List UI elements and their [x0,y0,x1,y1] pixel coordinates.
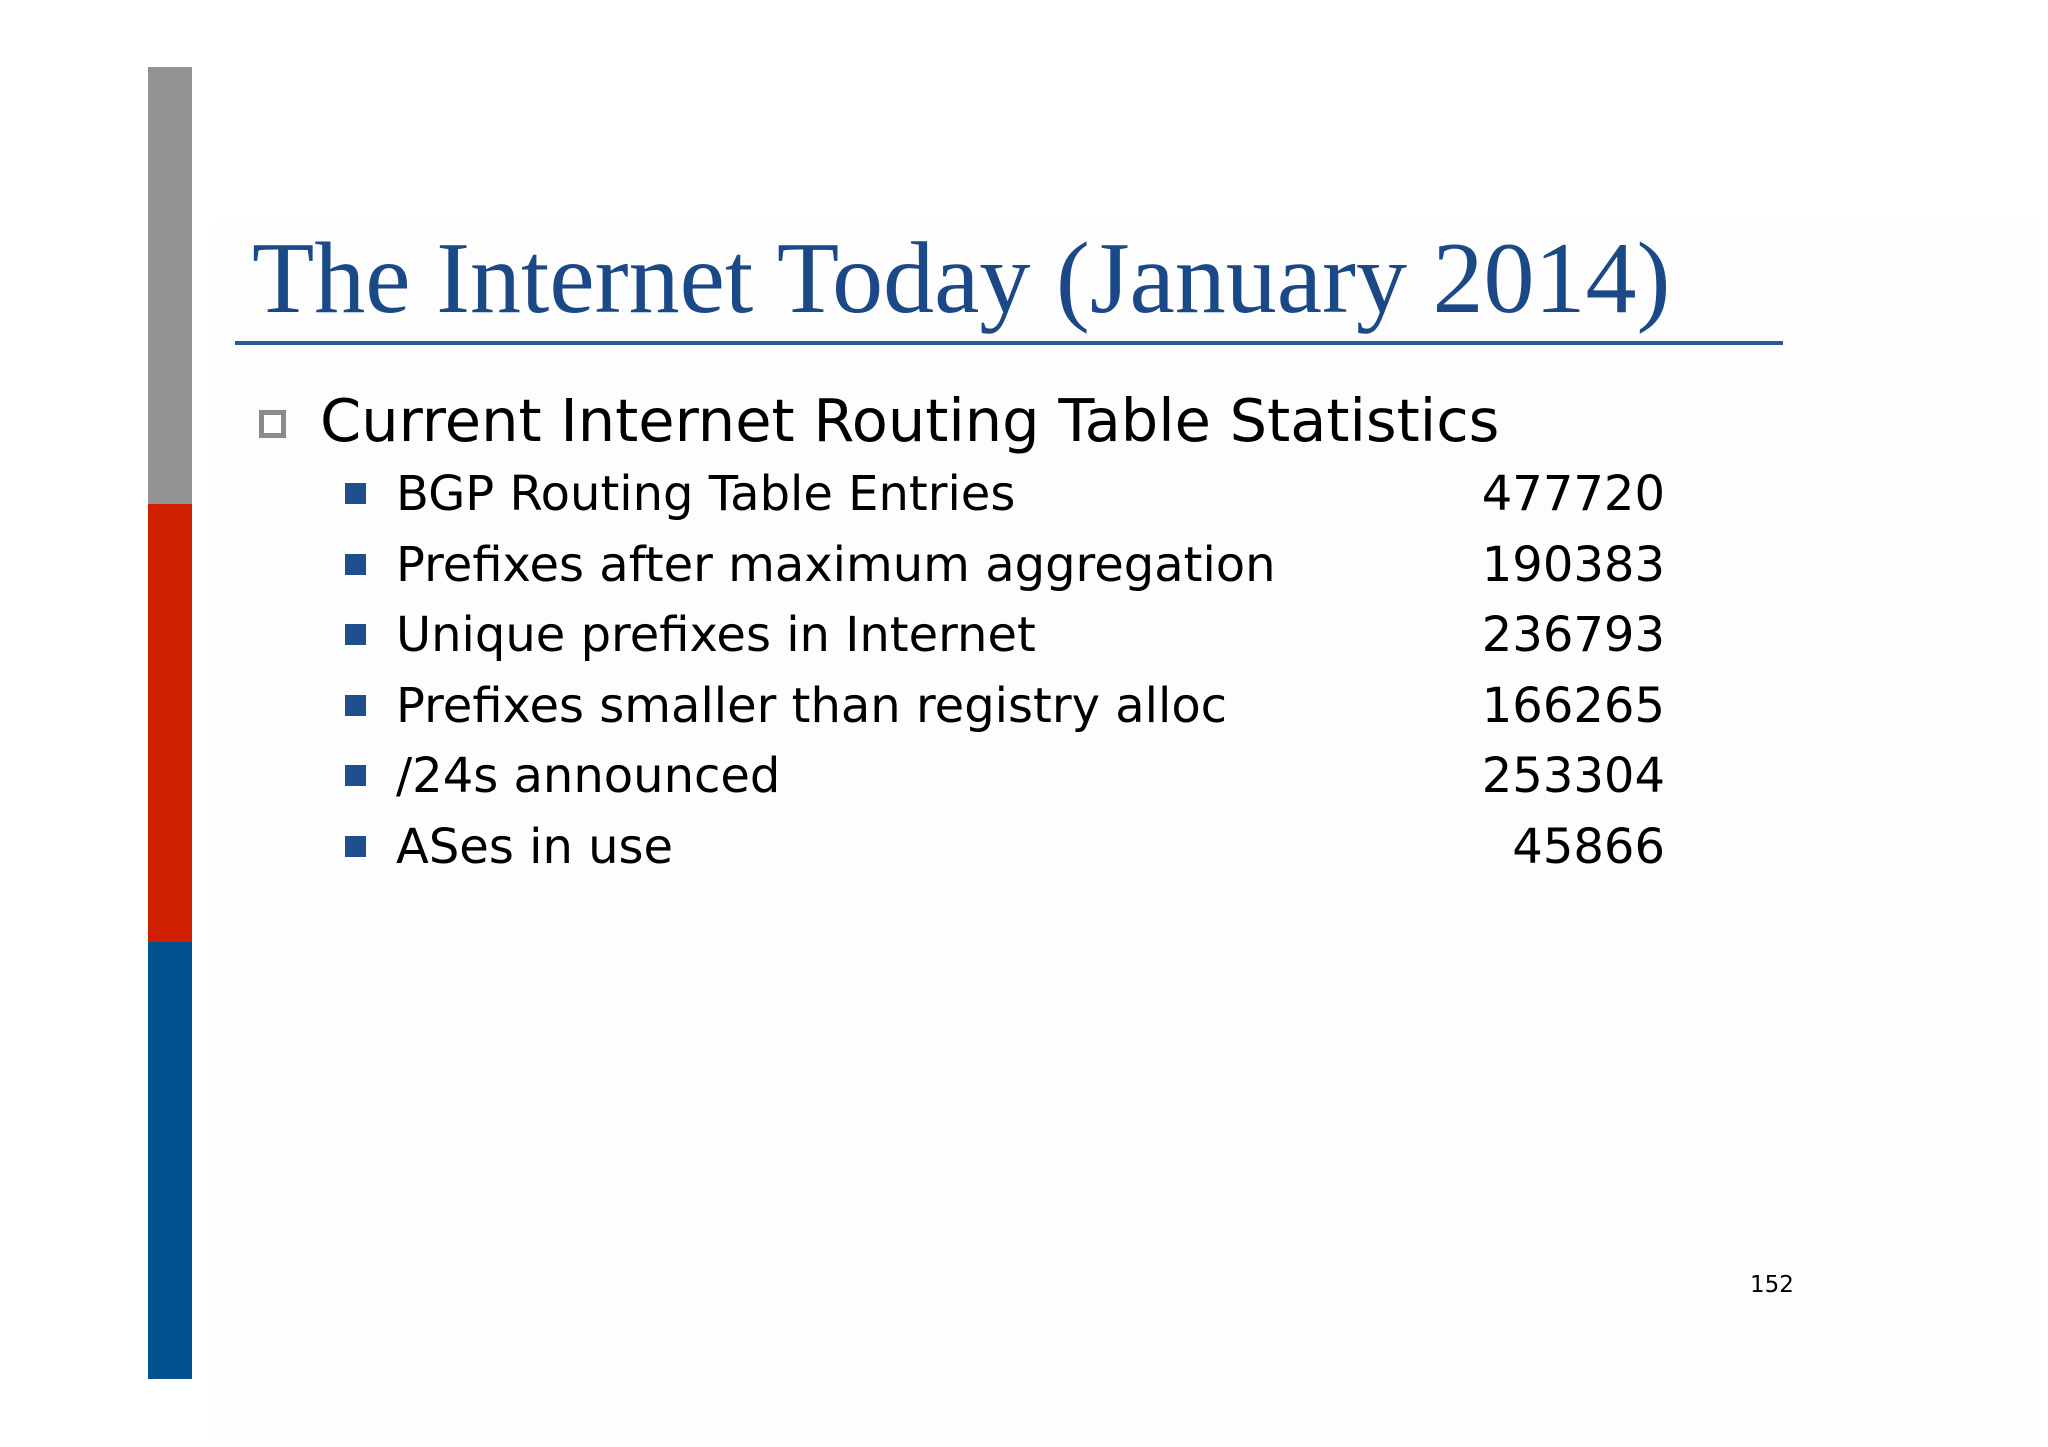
stat-value: 253304 [1481,748,1665,804]
square-bullet-icon [345,624,366,645]
stat-label: BGP Routing Table Entries [396,466,1016,522]
stat-row [0,536,2048,612]
stat-value: 477720 [1481,466,1665,522]
stat-row [0,748,2048,823]
slide-title: The Internet Today (January 2014) [252,222,1671,335]
stat-label: /24s announced [396,748,781,804]
accent-bar-blue [148,942,192,1379]
square-bullet-icon [345,765,366,786]
accent-bar-gray [148,67,192,504]
stat-label: Prefixes smaller than registry alloc [396,677,1228,734]
stat-label: Unique prefixes in Internet [396,607,1036,663]
hollow-square-bullet-icon [259,410,286,438]
square-bullet-icon [345,836,366,857]
title-underline [235,341,1783,345]
stat-value: 190383 [1481,536,1665,593]
stat-row [0,818,2048,894]
stat-label: Prefixes after maximum aggregation [396,536,1276,593]
stats-list [0,466,2048,893]
square-bullet-icon [345,695,366,716]
stat-row [0,677,2048,753]
square-bullet-icon [345,554,366,575]
square-bullet-icon [345,483,366,504]
stat-row [0,607,2048,682]
page-number: 152 [1750,1272,1794,1298]
heading-bullet-text: Current Internet Routing Table Statistics [320,386,1500,455]
stat-value: 45866 [1512,818,1665,875]
stat-row [0,466,2048,541]
stat-label: ASes in use [396,818,674,875]
stat-value: 166265 [1481,677,1665,734]
stat-value: 236793 [1481,607,1665,663]
